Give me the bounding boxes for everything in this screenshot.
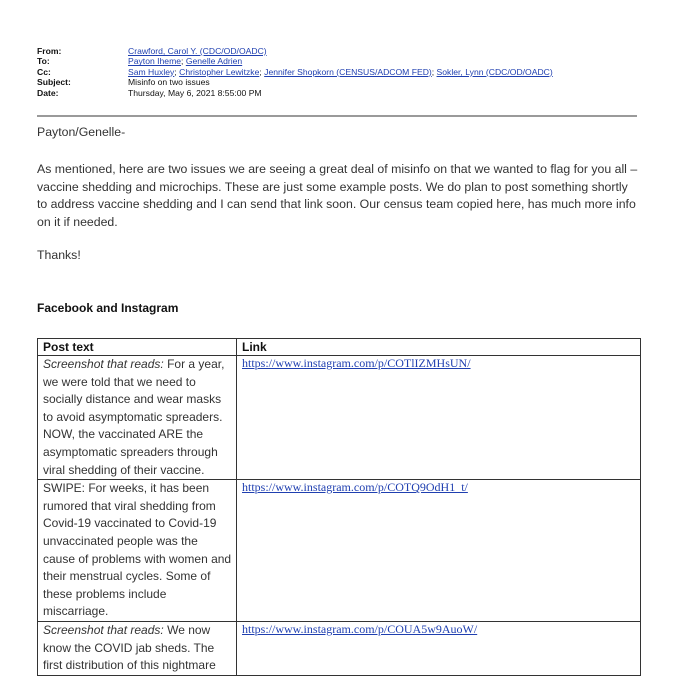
post-link[interactable]: https://www.instagram.com/p/COTlIZMHsUN/ bbox=[242, 356, 471, 370]
to-recipient-link[interactable]: Genelle Adrien bbox=[185, 56, 243, 67]
cc-separator: ; bbox=[259, 66, 262, 77]
link-cell bbox=[237, 621, 641, 675]
subject-value: Misinfo on two issues bbox=[128, 77, 210, 88]
table-row bbox=[38, 621, 641, 675]
date-row bbox=[37, 88, 637, 98]
to-row bbox=[37, 56, 637, 66]
link-cell bbox=[237, 480, 641, 622]
cc-recipient-link[interactable]: Christopher Lewitzke bbox=[179, 66, 260, 77]
posts-table bbox=[37, 338, 641, 676]
closing: Thanks! bbox=[37, 248, 81, 262]
message-paragraph: As mentioned, here are two issues we are seeing a great deal of misinfo on that we wanted to flag for you all – vaccine shedding and microchips. These are just some example posts. We do plan to post something shortly to address vaccine shedding and I can send that link soon. Our census team copied here, has much more info on it if needed. bbox=[37, 162, 638, 229]
cc-label: Cc: bbox=[37, 66, 51, 77]
cc-row bbox=[37, 67, 637, 77]
column-header-post-text: Post text bbox=[38, 339, 237, 356]
to-separator: ; bbox=[181, 56, 184, 67]
subject-label: Subject: bbox=[37, 77, 71, 88]
post-text-prefix: Screenshot that reads: bbox=[43, 357, 164, 371]
date-value: Thursday, May 6, 2021 8:55:00 PM bbox=[128, 87, 262, 98]
column-header-link: Link bbox=[237, 339, 641, 356]
post-text: For a year, we were told that we need to socially distance and wear masks to avoid asymptomatic spreaders. NOW, the vaccinated ARE the asymptomatic spreaders through viral shedding of their vaccine. bbox=[43, 357, 225, 477]
post-text-cell bbox=[38, 621, 237, 675]
table-row bbox=[38, 480, 641, 622]
salutation: Payton/Genelle- bbox=[37, 125, 126, 139]
link-cell bbox=[237, 356, 641, 480]
cc-recipient-link[interactable]: Sam Huxley bbox=[128, 66, 175, 77]
cc-separator: ; bbox=[431, 66, 435, 77]
post-link[interactable]: https://www.instagram.com/p/COUA5w9AuoW/ bbox=[242, 621, 478, 636]
cc-recipient-link[interactable]: Jennifer Shopkorn (CENSUS/ADCOM FED) bbox=[264, 66, 432, 77]
date-label: Date: bbox=[37, 87, 59, 98]
from-row bbox=[37, 46, 637, 56]
post-text: SWIPE: For weeks, it has been rumored that viral shedding from Covid-19 vaccinated to Covid-19 unvaccinated people was the cause of problems with women and their menstrual cycles. Some of these problems include miscarriage. bbox=[43, 481, 232, 619]
to-label: To: bbox=[37, 56, 50, 67]
cc-recipient-link[interactable]: Sokler, Lynn (CDC/OD/OADC) bbox=[436, 66, 553, 77]
from-label: From: bbox=[37, 46, 62, 56]
cc-separator: ; bbox=[174, 66, 177, 77]
post-text-cell bbox=[38, 356, 237, 480]
table-header-row bbox=[38, 339, 641, 356]
header-divider bbox=[37, 115, 637, 117]
from-link[interactable]: Crawford, Carol Y. (CDC/OD/OADC) bbox=[128, 46, 267, 56]
email-header bbox=[37, 46, 637, 98]
subject-row bbox=[37, 77, 637, 87]
post-text: We now know the COVID jab sheds. The first distribution of this nightmare bbox=[43, 622, 216, 673]
to-recipient-link[interactable]: Payton Iheme bbox=[128, 56, 182, 67]
section-title: Facebook and Instagram bbox=[37, 301, 179, 315]
table-row bbox=[38, 356, 641, 480]
post-text-prefix: Screenshot that reads: bbox=[43, 622, 164, 637]
post-link[interactable]: https://www.instagram.com/p/COTQ9OdH1_t/ bbox=[242, 480, 468, 495]
post-text-cell bbox=[38, 480, 237, 622]
